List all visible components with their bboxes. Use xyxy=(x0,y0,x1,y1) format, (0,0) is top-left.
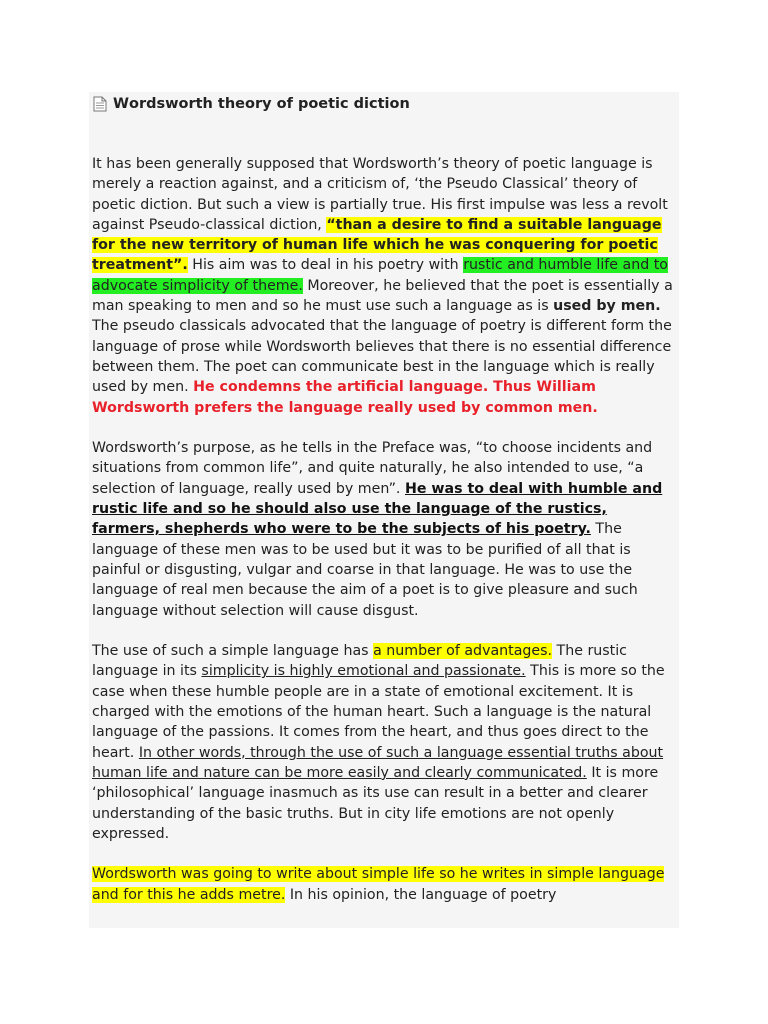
p3-yellow-highlight: a number of advantages. xyxy=(373,643,553,660)
p2-text-1: Wordsworth’s purpose, as he tells in the Preface was, “to choose incidents and situations from common life”, and quite naturally, he also intended to use, “a selection of language, really used by men”. xyxy=(92,440,653,497)
p1-red-name: William Wordsworth xyxy=(92,379,596,416)
title-first-letter: W xyxy=(113,96,129,112)
document-title xyxy=(93,96,410,112)
p2-bold-underline: He was to deal with humble and rustic life and so he should also use the language of the rustics, farmers, shepherds who were to be the subjects of his poetry. xyxy=(92,480,663,538)
p3-underline-2: In other words, through the use of such a language essential truths about human life and nature can be more easily and clearly communicated. xyxy=(92,744,664,781)
p3-text-1: The use of such a simple language has xyxy=(92,643,374,660)
p1-text-3: Moreover, he believed that the poet is essentially a man speaking to men and so he must use such a language as is xyxy=(92,277,673,315)
document-body xyxy=(92,154,677,925)
p1-text-2: His aim was to deal in his poetry with xyxy=(187,257,464,274)
p4-text-1: In his opinion, the language of poetry xyxy=(285,886,557,903)
p1-red-text-2: prefers the language really used by common men. xyxy=(189,399,598,416)
p1-bold-phrase: used by men. xyxy=(553,298,661,315)
document-page xyxy=(89,92,679,928)
p1-text-1: It has been generally supposed that Wordsworth’s theory of poetic language is merely a reaction against, and a criticism of, ‘the Pseudo Classical’ theory of poetic diction. But such a view is partially true. His first impulse was less a revolt against Pseudo-classical diction, xyxy=(92,156,668,233)
p3-text-2: The rustic language in its xyxy=(92,643,627,680)
paragraph-2 xyxy=(92,438,677,621)
p1-text-4: The pseudo classicals advocated that the language of poetry is different form the language of prose while Wordsworth believes that there is no essential difference between them. The poet can communicate best in the language which is really used by men. xyxy=(92,318,672,396)
p1-red-text-1: He condemns the artificial language. Thus xyxy=(193,379,537,396)
p3-text-3: This is more so the case when these humble people are in a state of emotional excitement. It is charged with the emotions of the human heart. Such a language is the natural language of the passions. It comes from the heart, and thus goes direct to the heart. xyxy=(92,663,665,761)
paragraph-4 xyxy=(92,864,677,905)
p2-text-2: The language of these men was to be used but it was to be purified of all that is painful or disgusting, vulgar and coarse in that language. He was to use the language of real men because the aim of a poet is to give pleasure and such language without selection will cause disgust. xyxy=(92,521,638,619)
paragraph-1 xyxy=(92,154,677,418)
paragraph-3 xyxy=(92,641,677,844)
p3-text-4: It is more ‘philosophical’ language inasmuch as its use can result in a better and clearer understanding of the basic truths. But in city life emotions are not openly expressed. xyxy=(92,764,659,842)
p3-underline-1: simplicity is highly emotional and passionate. xyxy=(201,663,526,680)
title-text: ordsworth theory of poetic diction xyxy=(129,96,410,112)
p4-yellow-highlight: Wordsworth was going to write about simple life so he writes in simple language and for this he adds metre. xyxy=(92,866,665,903)
p1-green-highlight: rustic and humble life and to advocate simplicity of theme. xyxy=(92,257,668,294)
document-icon xyxy=(93,96,107,112)
p1-quote-highlight: “than a desire to find a suitable language for the new territory of human life which he was conquering for poetic treatment”. xyxy=(92,216,662,274)
